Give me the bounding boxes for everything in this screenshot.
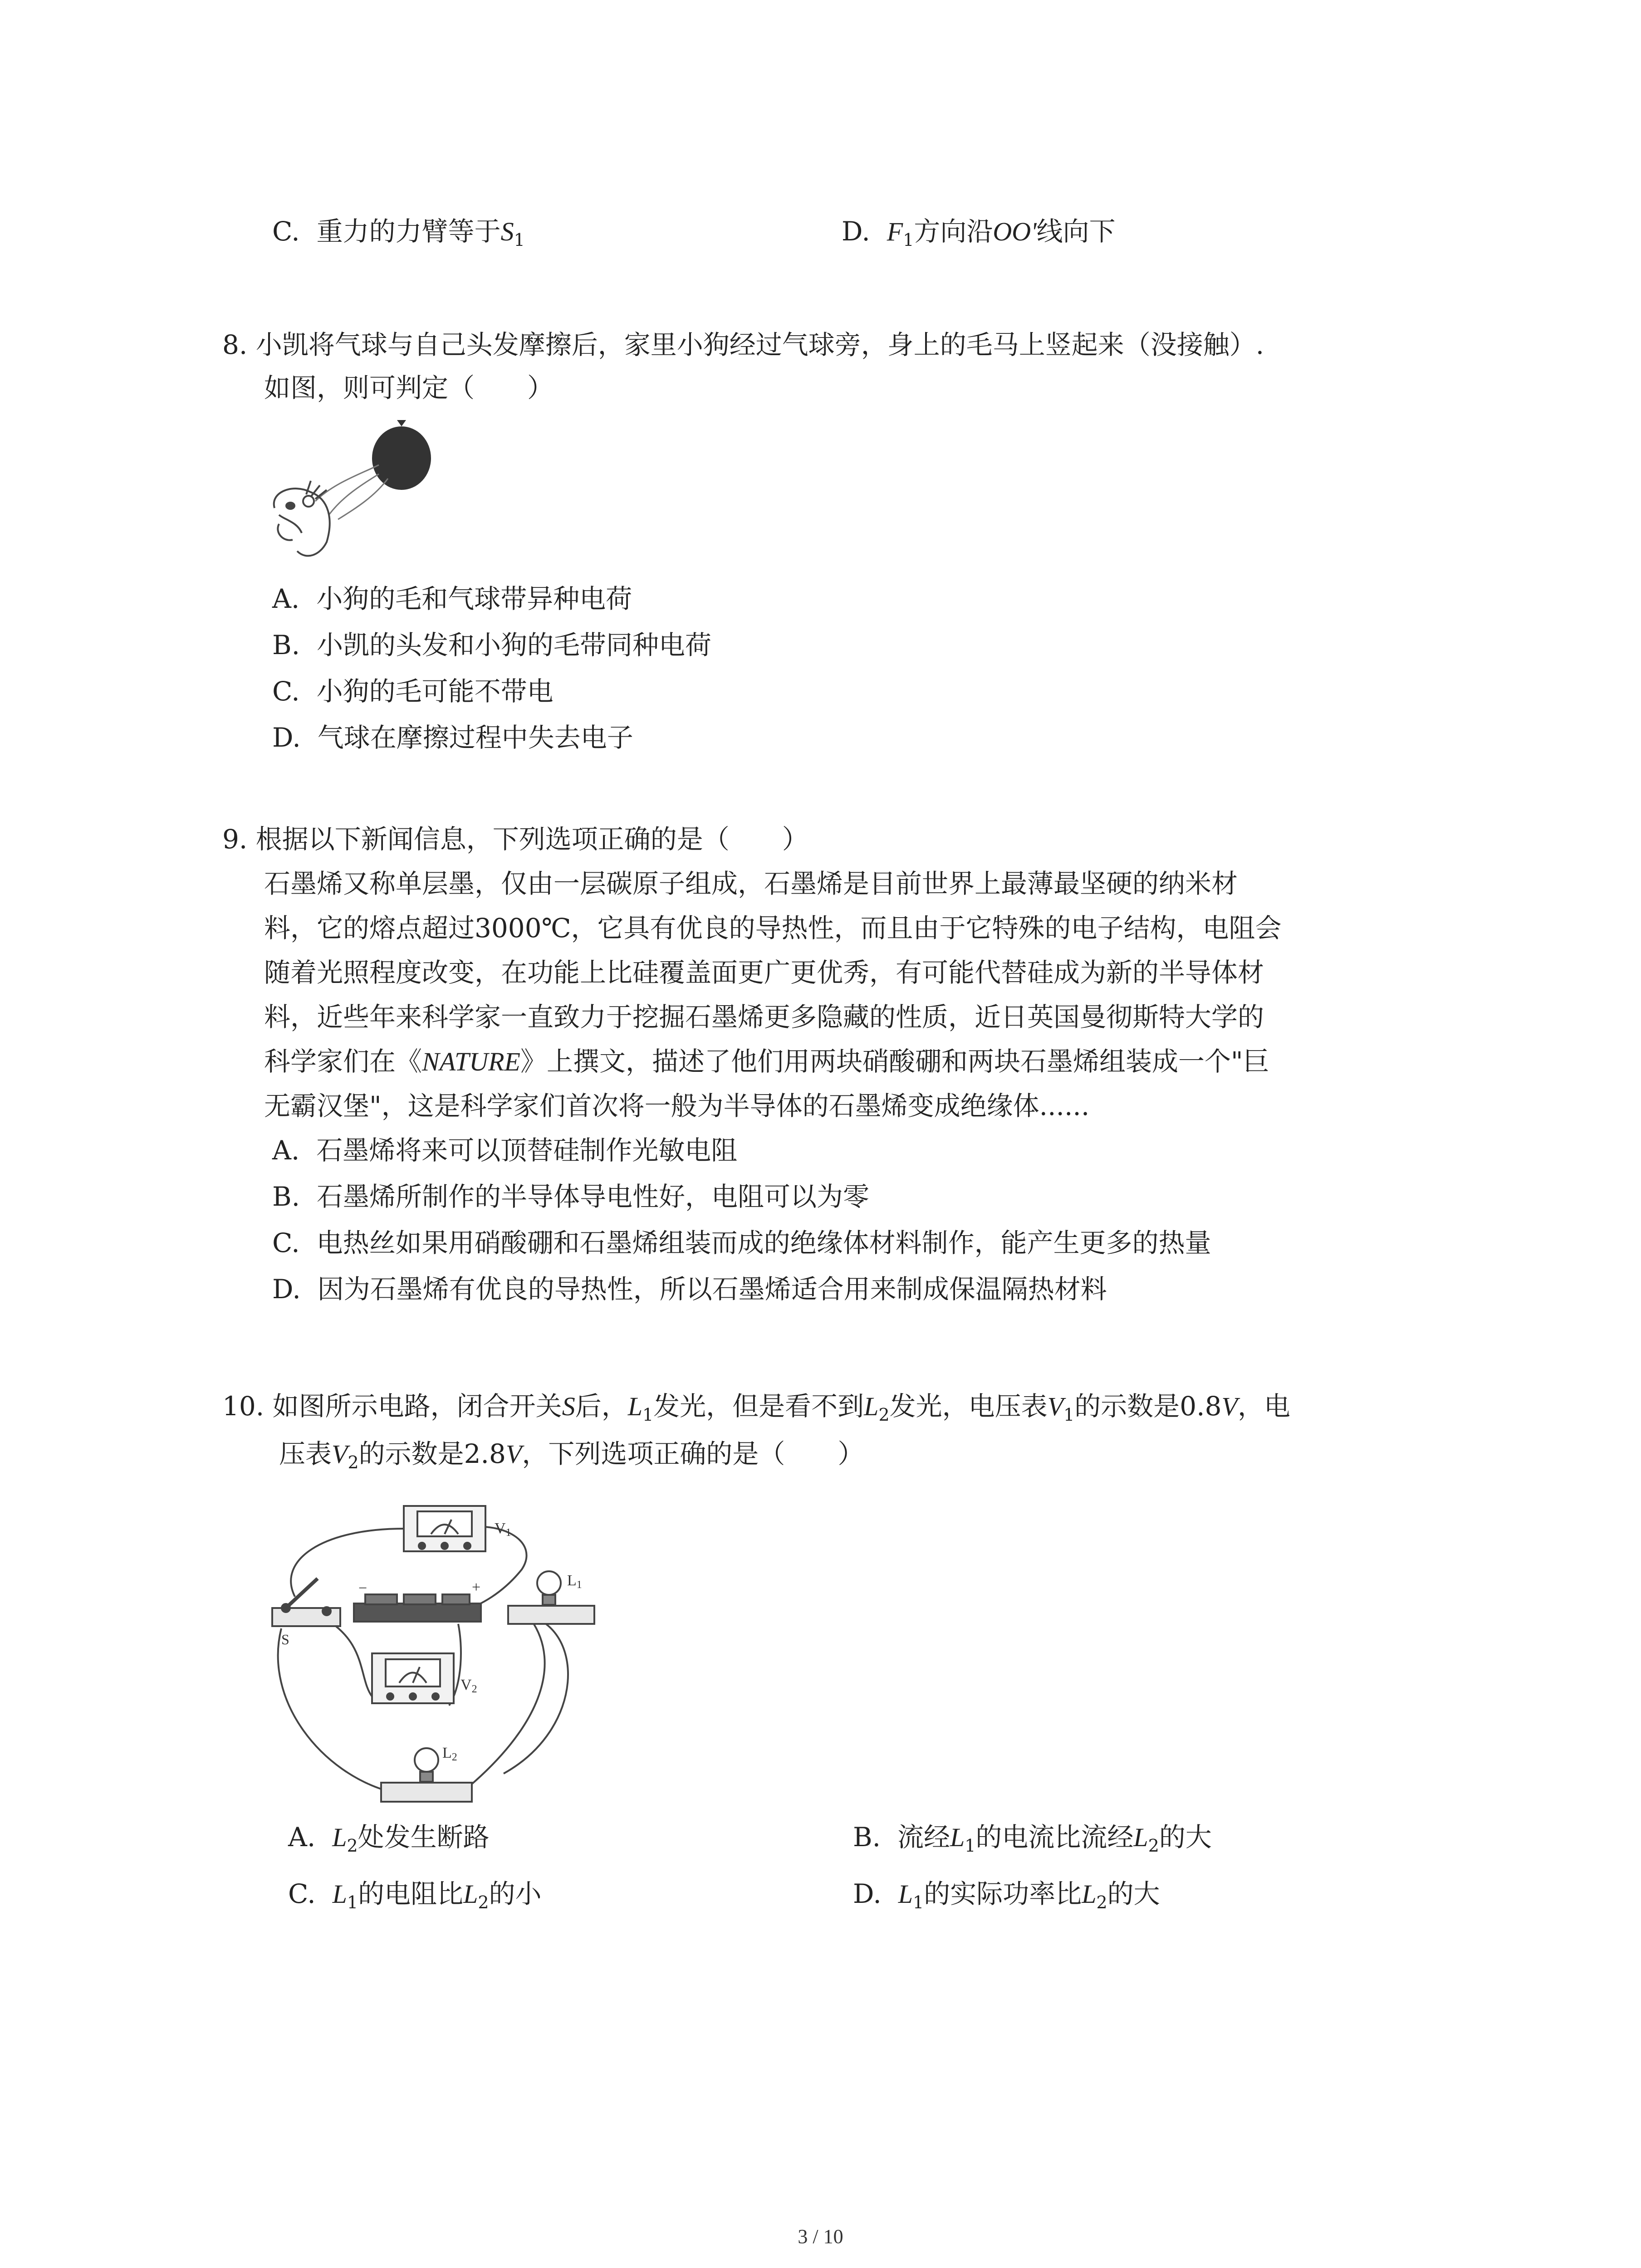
prev-option-c: C. 重力的力臂等于$S_1$ [272, 216, 525, 250]
q8-stem-line1: 8. 小凯将气球与自己头发摩擦后，家里小狗经过气球旁，身上的毛马上竖起来（没接触）. [222, 329, 1264, 360]
voltmeter-v1 [404, 1506, 485, 1551]
bulb-l2 [381, 1748, 472, 1802]
label-s: S [281, 1631, 289, 1647]
q9-passage-line2: 料，它的熔点超过3000℃，它具有优良的导热性，而且由于它特殊的电子结构，电阻会 [264, 913, 1282, 943]
q9-option-c: C. 电热丝如果用硝酸硼和石墨烯组装而成的绝缘体材料制作，能产生更多的热量 [272, 1227, 1211, 1258]
q8-option-d: D. 气球在摩擦过程中失去电子 [272, 722, 633, 753]
voltmeter-v2 [372, 1653, 454, 1703]
q9-passage-line3: 随着光照程度改变，在功能上比硅覆盖面更广更优秀，有可能代替硅成为新的半导体材 [264, 957, 1264, 988]
q8-stem-line2: 如图，则可判定（ ） [264, 372, 554, 403]
dog-head [274, 481, 330, 556]
label-v1: V1 [495, 1520, 511, 1539]
label-l1: L1 [567, 1572, 582, 1591]
q10-option-b: B. 流经$L_1$的电流比流经$L_2$的大 [853, 1822, 1212, 1856]
balloon [372, 426, 431, 490]
q9-passage-line1: 石墨烯又称单层墨，仅由一层碳原子组成，石墨烯是目前世界上最薄最坚硬的纳米材 [264, 868, 1238, 899]
q9-option-d: D. 因为石墨烯有优良的导热性，所以石墨烯适合用来制成保温隔热材料 [272, 1274, 1107, 1305]
q10-option-a: A. $L_2$处发生断路 [288, 1822, 490, 1856]
page-number: 3 / 10 [798, 2225, 843, 2248]
label-l2: L2 [442, 1745, 457, 1763]
dog-balloon-figure [265, 411, 470, 578]
battery-pack [354, 1594, 481, 1622]
circuit-figure [268, 1492, 612, 1819]
q9-passage-line5: 科学家们在《NATURE》上撰文，描述了他们用两块硝酸硼和两块石墨烯组装成一个"巨 [264, 1046, 1269, 1077]
battery-minus: − [358, 1580, 367, 1597]
q9-stem: 9. 根据以下新闻信息，下列选项正确的是（ ） [222, 824, 808, 855]
prev-option-d: D. $F_1$方向沿OO'线向下 [842, 216, 1116, 250]
q8-option-a: A. 小狗的毛和气球带异种电荷 [272, 583, 632, 614]
q10-option-d: D. $L_1$的实际功率比$L_2$的大 [853, 1878, 1160, 1912]
label-v2: V2 [460, 1677, 477, 1695]
battery-plus: + [472, 1579, 481, 1596]
q10-stem-line1: 10. 如图所示电路，闭合开关S后，$L_1$发光，但是看不到$L_2$发光，电压表$V_1$的示数是0.8V，电 [222, 1391, 1290, 1425]
q9-option-b: B. 石墨烯所制作的半导体导电性好，电阻可以为零 [272, 1181, 869, 1212]
q9-option-a: A. 石墨烯将来可以顶替硅制作光敏电阻 [272, 1135, 738, 1166]
q9-passage-line4: 料，近些年来科学家一直致力于挖掘石墨烯更多隐藏的性质，近日英国曼彻斯特大学的 [264, 1002, 1264, 1032]
q10-stem-line2: 压表$V_2$的示数是2.8V，下列选项正确的是（ ） [279, 1438, 864, 1472]
q8-option-b: B. 小凯的头发和小狗的毛带同种电荷 [272, 630, 711, 660]
q9-passage-line6: 无霸汉堡"，这是科学家们首次将一般为半导体的石墨烯变成绝缘体...... [264, 1090, 1090, 1121]
switch-s [272, 1579, 340, 1626]
q10-option-c: C. $L_1$的电阻比$L_2$的小 [288, 1878, 542, 1912]
q8-option-c: C. 小狗的毛可能不带电 [272, 676, 554, 707]
